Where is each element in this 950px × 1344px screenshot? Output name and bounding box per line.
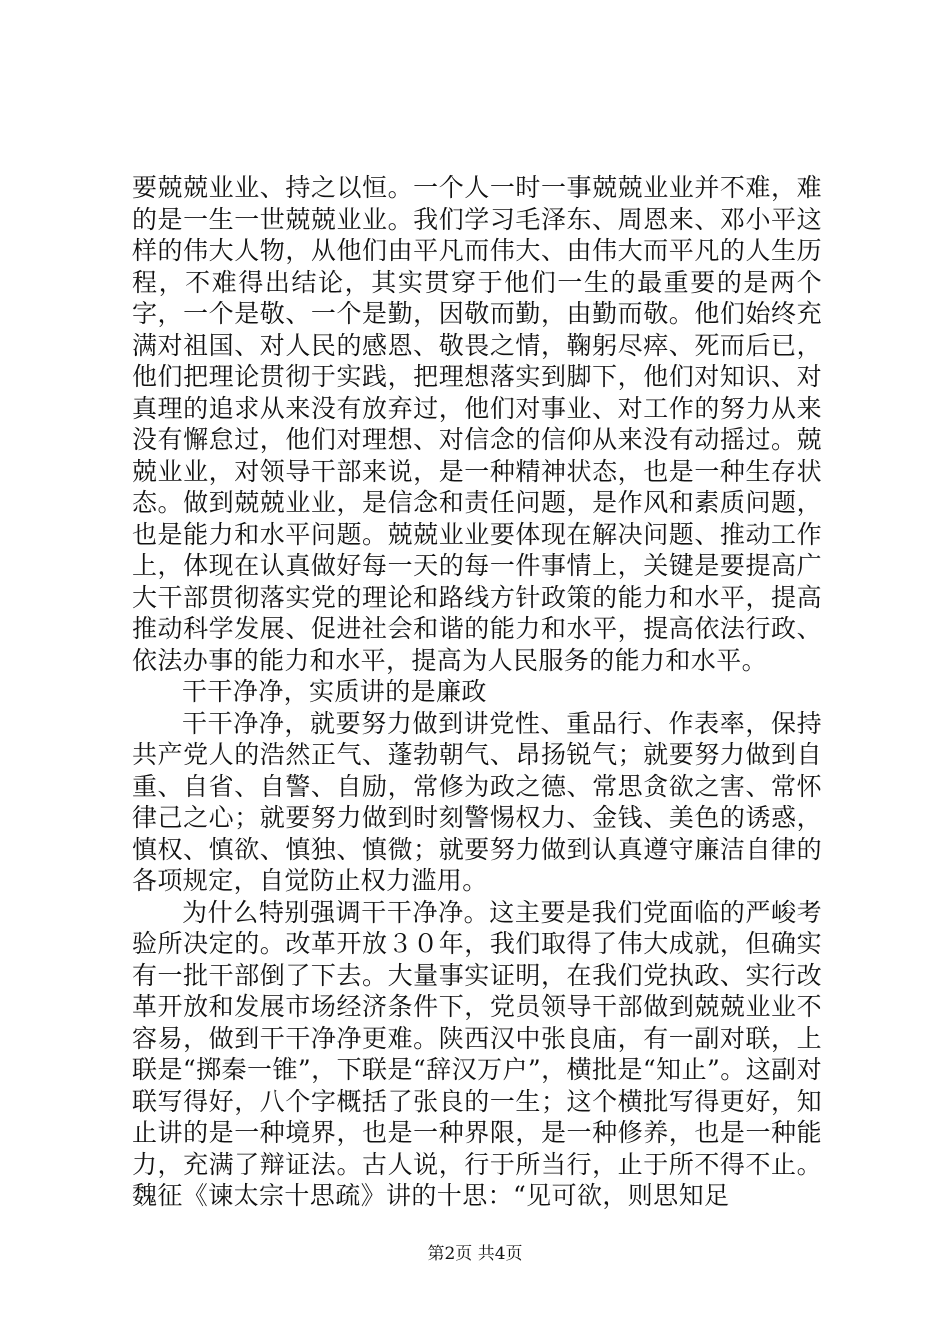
section-heading: 干干净净，实质讲的是廉政 — [182, 677, 487, 706]
document-body — [132, 172, 822, 1212]
paragraph-continuation: 要兢兢业业、持之以恒。一个人一时一事兢兢业业并不难，难的是一生一世兢兢业业。我们学习毛泽东、周恩来、邓小平这样的伟大人物，从他们由平凡而伟大、由伟大而平凡的人生历程，不难得出结论，其实贯穿于他们一生的最重要的是两个字，一个是敬、一个是勤，因敬而勤，由勤而敬。他们始终充满对祖国、对人民的感恩、敬畏之情，鞠躬尽瘁、死而后已，他们把理论贯彻于实践，把理想落实到脚下，他们对知识、对真理的追求从来没有放弃过，他们对事业、对工作的努力从来没有懈怠过，他们对理想、对信念的信仰从来没有动摇过。兢兢业业，对领导干部来说，是一种精神状态，也是一种生存状态。做到兢兢业业，是信念和责任问题，是作风和素质问题，也是能力和水平问题。兢兢业业要体现在解决问题、推动工作上，体现在认真做好每一天的每一件事情上，关键是要提高广大干部贯彻落实党的理论和路线方针政策的能力和水平，提高推动科学发展、促进社会和谐的能力和水平，提高依法行政、依法办事的能力和水平，提高为人民服务的能力和水平。 — [132, 173, 822, 675]
page-number-footer: 第2页 共4页 — [427, 1244, 523, 1264]
paragraph: 干干净净，就要努力做到讲党性、重品行、作表率，保持共产党人的浩然正气、蓬勃朝气、昂扬锐气；就要努力做到自重、自省、自警、自励，常修为政之德、常思贪欲之害、常怀律己之心；就要努力做到时刻警惕权力、金钱、美色的诱惑，慎权、慎欲、慎独、慎微；就要努力做到认真遵守廉洁自律的各项规定，自觉防止权力滥用。 — [132, 708, 822, 895]
paragraph: 为什么特别强调干干净净。这主要是我们党面临的严峻考验所决定的。改革开放３０年，我们取得了伟大成就，但确实有一批干部倒了下去。大量事实证明，在我们党执政、实行改革开放和发展市场经济条件下，党员领导干部做到兢兢业业不容易，做到干干净净更难。陕西汉中张良庙，有一副对联，上联是“掷秦一锥”，下联是“辞汉万户”，横批是“知止”。这副对联写得好，八个字概括了张良的一生；这个横批写得更好，知止讲的是一种境界，也是一种界限，是一种修养，也是一种能力，充满了辩证法。古人说，行于所当行，止于所不得不止。魏征《谏太宗十思疏》讲的十思：“见可欲，则思知足 — [132, 897, 822, 1210]
